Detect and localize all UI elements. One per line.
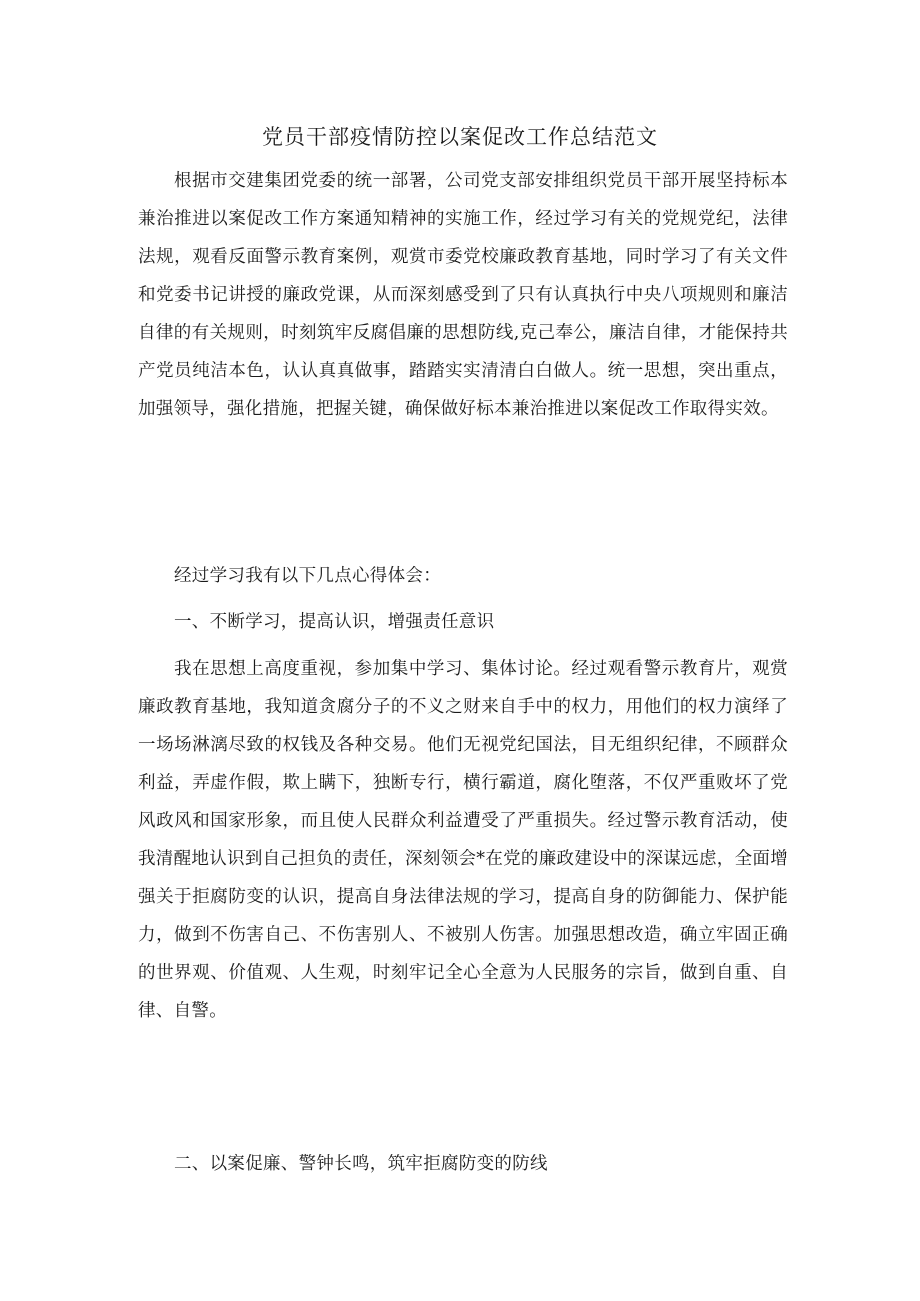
document-title: 党员干部疫情防控以案促改工作总结范文 [262,125,658,149]
section-heading-1: 一、不断学习，提高认识，增强责任意识 [174,612,495,632]
section-heading-2: 二、以案促廉、警钟长鸣，筑牢拒腐防变的防线 [174,1154,548,1174]
paragraph-intro: 根据市交建集团党委的统一部署，公司党支部安排组织党员干部开展坚持标本兼治推进以案促改工作方案通知精神的实施工作，经过学习有关的党规党纪，法律法规，观看反面警示教育案例，观赏市委党校廉政教育基地，同时学习了有关文件和党委书记讲授的廉政党课，从而深刻感受到了只有认真执行中央八项规则和廉洁自律的有关规则，时刻筑牢反腐倡廉的思想防线,克己奉公，廉洁自律，才能保持共产党员纯洁本色，认认真真做事，踏踏实实清清白白做人。统一思想，突出重点，加强领导，强化措施，把握关键，确保做好标本兼治推进以案促改工作取得实效。 [138,171,788,419]
paragraph-section-1-body: 我在思想上高度重视，参加集中学习、集体讨论。经过观看警示教育片，观赏廉政教育基地，我知道贪腐分子的不义之财来自手中的权力，用他们的权力演绎了一场场淋漓尽致的权钱及各种交易。他们无视党纪国法，目无组织纪律，不顾群众利益，弄虚作假，欺上瞒下，独断专行，横行霸道，腐化堕落，不仅严重败坏了党风政风和国家形象，而且使人民群众利益遭受了严重损失。经过警示教育活动，使我清醒地认识到自己担负的责任，深刻领会*在党的廉政建设中的深谋远虑，全面增强关于拒腐防变的认识，提高自身法律法规的学习，提高自身的防御能力、保护能力，做到不伤害自己、不伤害别人、不被别人伤害。加强思想改造，确立牢固正确的世界观、价值观、人生观，时刻牢记全心全意为人民服务的宗旨，做到自重、自律、自警。 [138,659,788,1021]
paragraph-lead-in: 经过学习我有以下几点心得体会： [174,566,441,586]
